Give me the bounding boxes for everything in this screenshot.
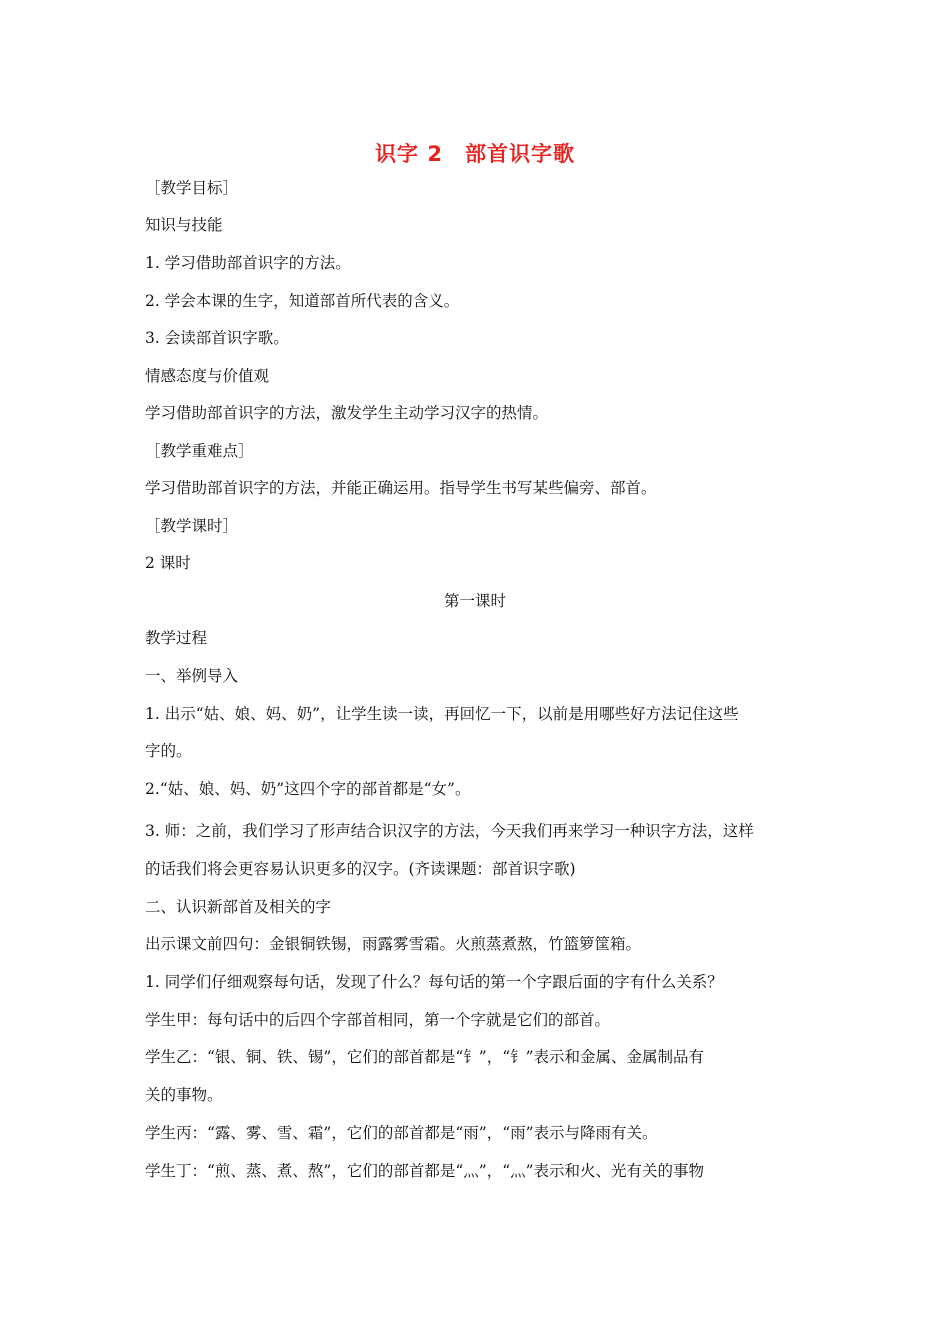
part1-heading: 一、举例导入 xyxy=(145,667,239,685)
paragraph-2: 2.“姑、娘、妈、奶”这四个字的部首都是“女”。 xyxy=(145,780,471,798)
question-1: 1. 同学们仔细观察每句话，发现了什么？每句话的第一个字跟后面的字有什么关系？ xyxy=(145,973,723,991)
paragraph-3-line-1: 3. 师：之前，我们学习了形声结合识汉字的方法，今天我们再来学习一种识字方法，这样 xyxy=(145,822,754,840)
paragraph-1-line-2: 字的。 xyxy=(145,742,192,760)
page-title: 识字 2 部首识字歌 xyxy=(375,142,575,166)
key-points-text: 学习借助部首识字的方法，并能正确运用。指导学生书写某些偏旁、部首。 xyxy=(145,479,657,497)
student-b-answer-line-2: 关的事物。 xyxy=(145,1086,223,1104)
hours-heading: ［教学课时］ xyxy=(145,517,239,535)
emotion-heading: 情感态度与价值观 xyxy=(145,367,270,385)
goal-item-2: 2. 学会本课的生字，知道部首所代表的含义。 xyxy=(145,292,460,310)
goals-heading: ［教学目标］ xyxy=(145,179,239,197)
key-points-heading: ［教学重难点］ xyxy=(145,442,254,460)
goal-item-1: 1. 学习借助部首识字的方法。 xyxy=(145,254,351,272)
process-heading: 教学过程 xyxy=(145,629,208,647)
student-a-answer: 学生甲：每句话中的后四个字部首相同，第一个字就是它们的部首。 xyxy=(145,1011,611,1029)
emotion-text: 学习借助部首识字的方法，激发学生主动学习汉字的热情。 xyxy=(145,404,549,422)
part2-heading: 二、认识新部首及相关的字 xyxy=(145,898,332,916)
paragraph-1-line-1: 1. 出示“姑、娘、妈、奶”，让学生读一读，再回忆一下，以前是用哪些好方法记住这些 xyxy=(145,705,739,723)
student-b-answer-line-1: 学生乙：“银、铜、铁、锡”，它们的部首都是“钅”，“钅”表示和金属、金属制品有 xyxy=(145,1048,705,1066)
show-text: 出示课文前四句：金银铜铁锡，雨露雾雪霜。火煎蒸煮熬，竹篮箩筐箱。 xyxy=(145,935,642,953)
student-c-answer: 学生丙：“露、雾、雪、霜”，它们的部首都是“雨”，“雨”表示与降雨有关。 xyxy=(145,1124,658,1142)
paragraph-3-line-2: 的话我们将会更容易认识更多的汉字。(齐读课题：部首识字歌) xyxy=(145,860,576,878)
lesson-heading: 第一课时 xyxy=(443,592,506,610)
hours-text: 2 课时 xyxy=(145,554,191,572)
goal-item-3: 3. 会读部首识字歌。 xyxy=(145,329,289,347)
knowledge-heading: 知识与技能 xyxy=(145,216,223,234)
student-d-answer: 学生丁：“煎、蒸、煮、熬”，它们的部首都是“灬”，“灬”表示和火、光有关的事物 xyxy=(145,1162,705,1180)
